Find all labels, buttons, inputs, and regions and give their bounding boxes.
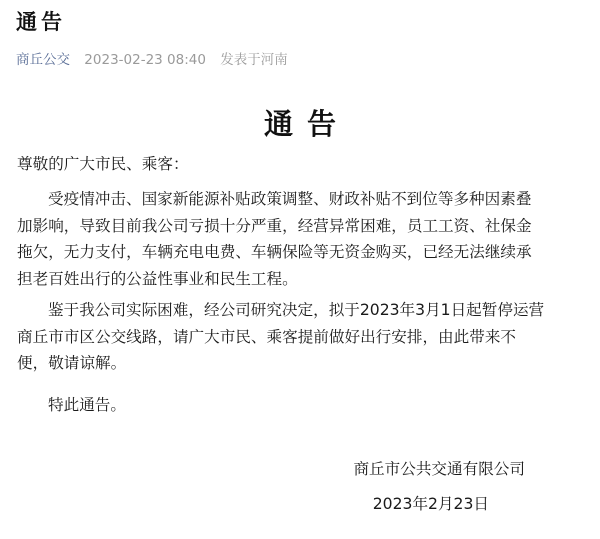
article-title: 通告 xyxy=(16,10,66,34)
paragraph-line: 商丘市市区公交线路，请广大市民、乘客提前做好出行安排，由此带来不 xyxy=(17,327,517,346)
publish-location: 发表于河南 xyxy=(220,52,288,68)
paragraph-line: 鉴于我公司实际困难，经公司研究决定，拟于2023年3月1日起暂停运营 xyxy=(48,301,545,319)
paragraph-line: 担老百姓出行的公益性事业和民生工程。 xyxy=(17,269,298,288)
paragraph-line: 受疫情冲击、国家新能源补贴政策调整、财政补贴不到位等多种因素叠 xyxy=(48,190,532,208)
notice-paragraph-1 xyxy=(17,186,532,292)
notice-salutation: 尊敬的广大市民、乘客： xyxy=(17,155,189,173)
notice-signature: 商丘市公共交通有限公司 xyxy=(353,460,525,478)
account-name-link[interactable]: 商丘公交 xyxy=(16,52,70,68)
article-meta xyxy=(16,51,288,69)
paragraph-line: 拖欠，无力支付，车辆充电电费、车辆保险等无资金购买，已经无法继续承 xyxy=(17,243,532,261)
notice-date: 2023年2月23日 xyxy=(372,495,489,513)
paragraph-line: 便，敬请谅解。 xyxy=(17,354,127,372)
notice-closing: 特此通告。 xyxy=(48,396,126,414)
notice-heading: 通告 xyxy=(263,107,350,141)
publish-time: 2023-02-23 08:40 xyxy=(84,52,206,68)
notice-paragraph-2 xyxy=(17,297,544,377)
paragraph-line: 加影响，导致目前我公司亏损十分严重，经营异常困难，员工工资、社保金 xyxy=(17,216,532,235)
